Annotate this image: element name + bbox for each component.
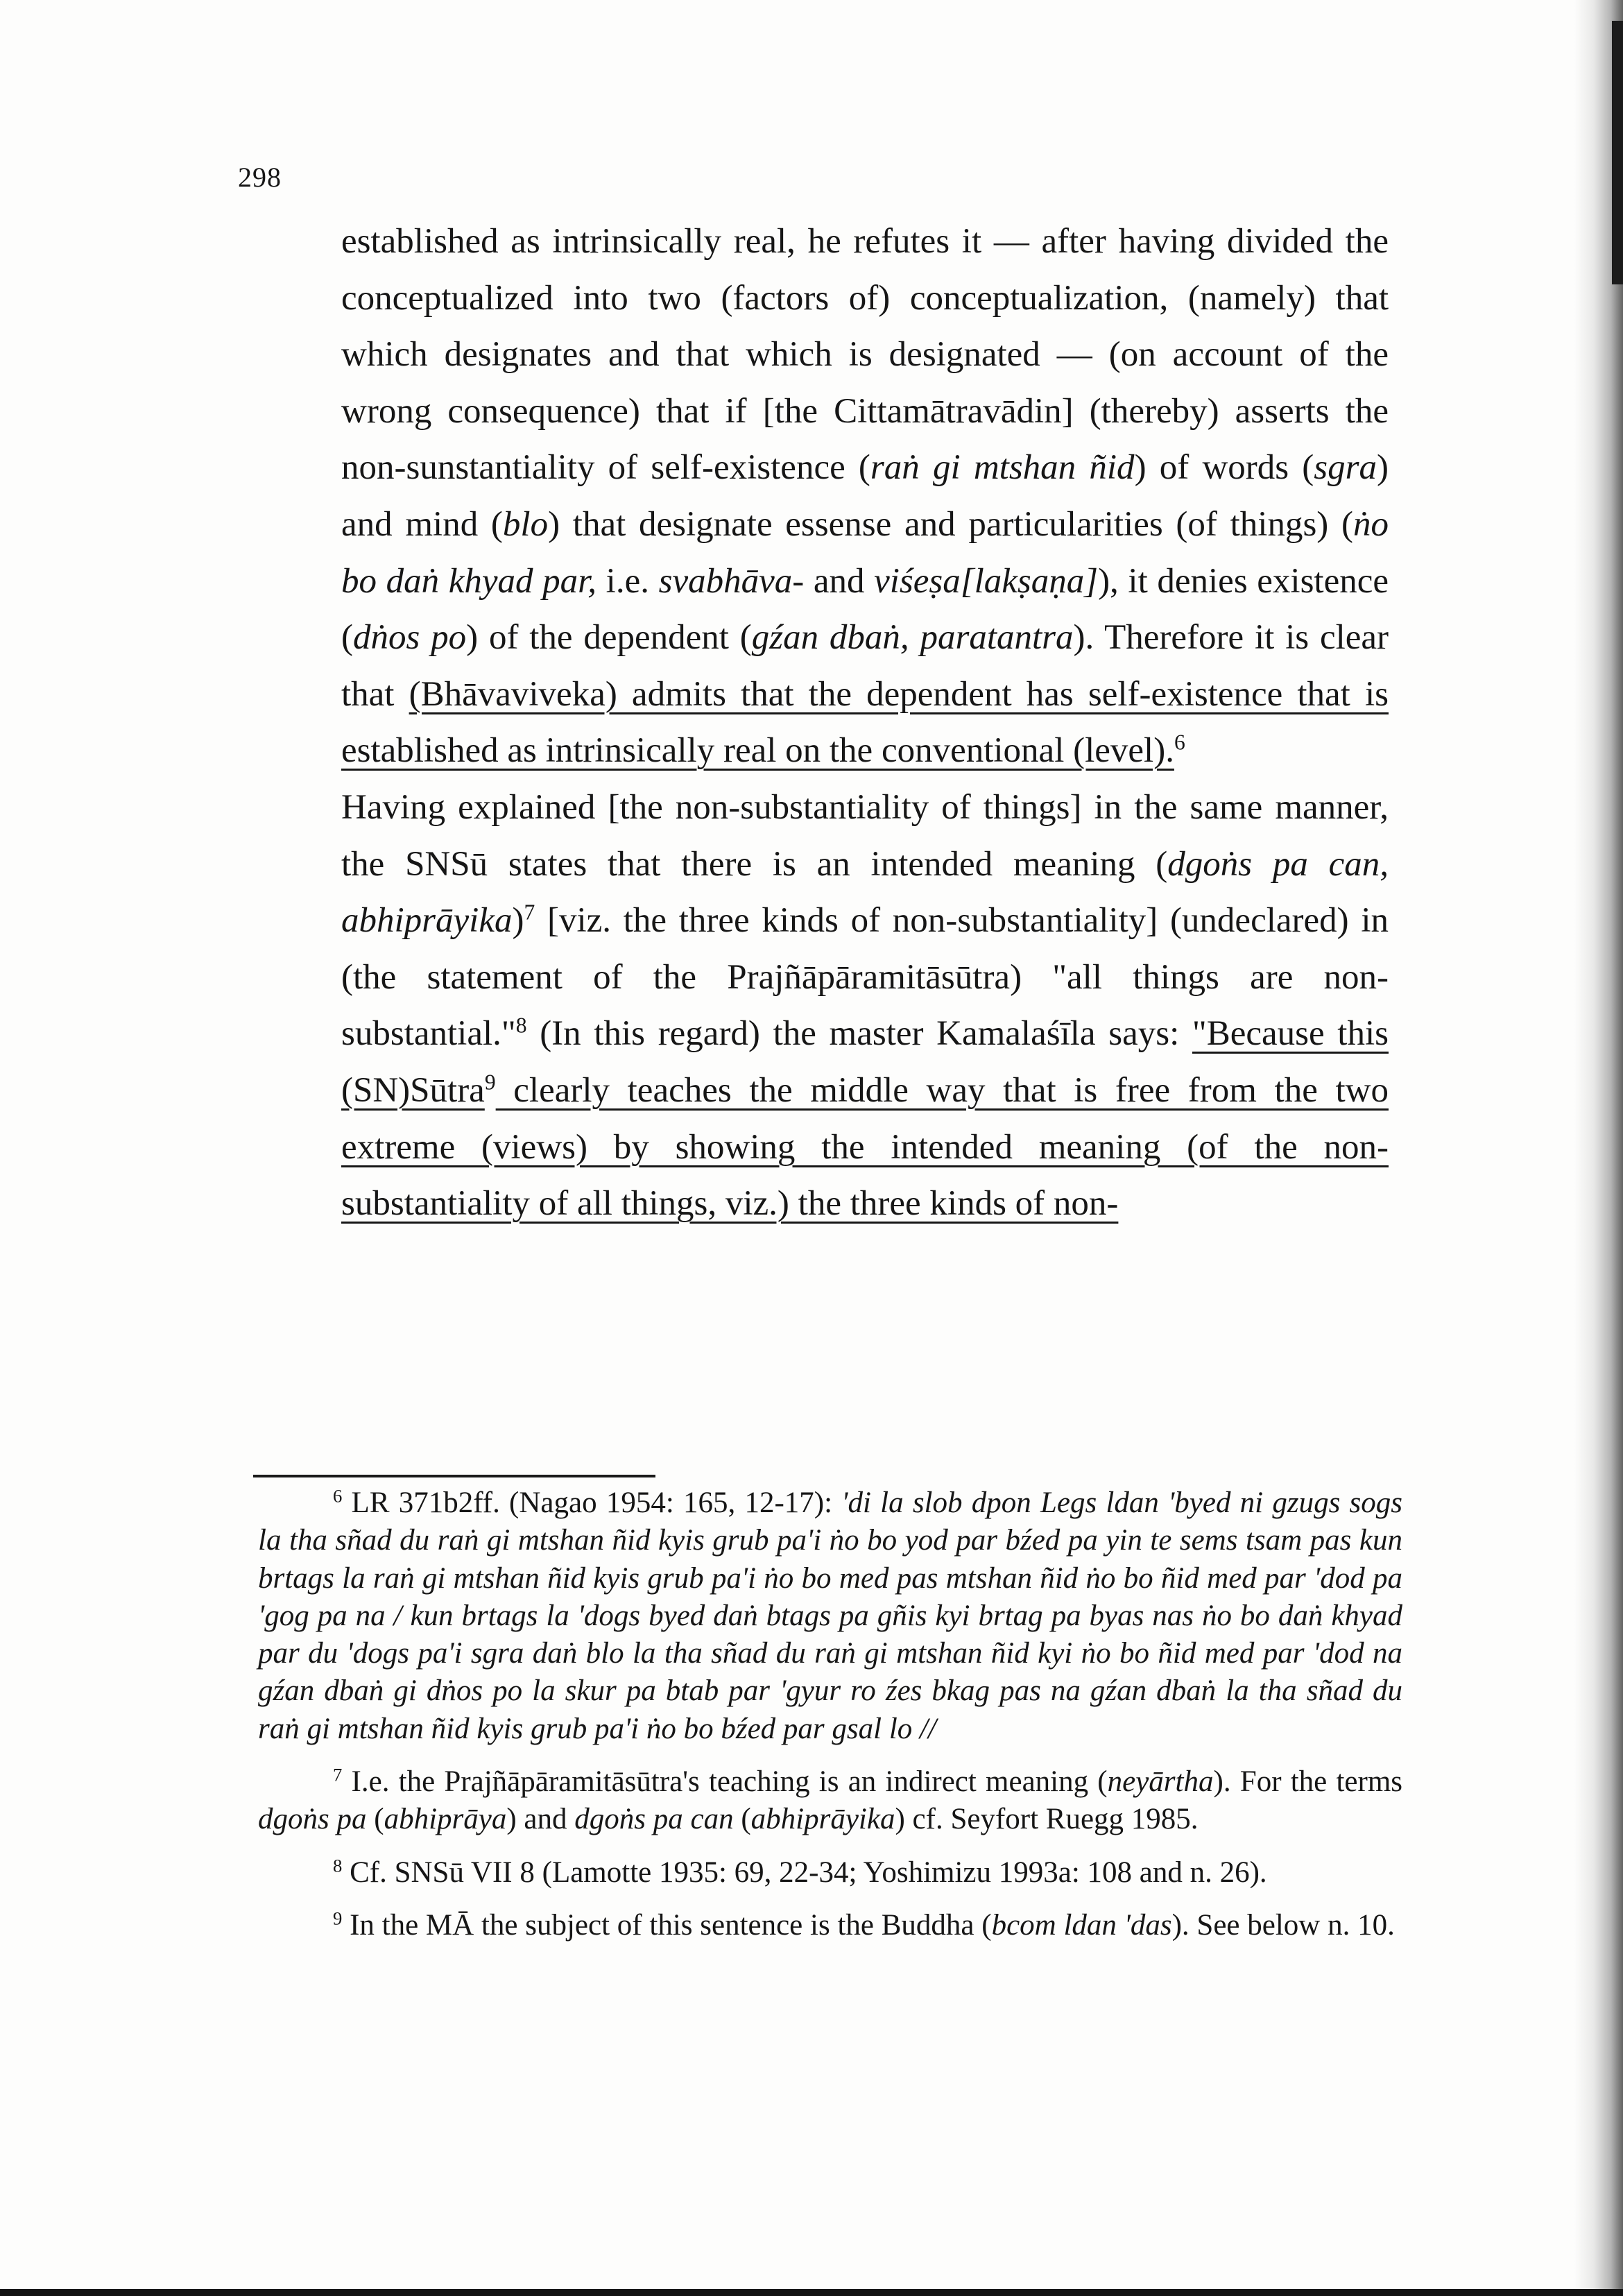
paragraph-1: established as intrinsically real, he refutes it — after having divided the conceptualized into two (factors of) conceptualization, (namely) that which designates and that which is designated — (on account of the wrong consequence) that if [the Cittamātravādin] (thereby) asserts the non-sunstantiality of self-existence (raṅ gi mtshan ñid) of words (sgra) and mind (blo) that designate essense and particularities (of things) (ṅo bo daṅ khyad par, i.e. svabhāva- and viśeṣa[lakṣaṇa]), it denies existence (dṅos po) of the dependent (gźan dbaṅ, paratantra). Therefore it is clear that (Bhāvaviveka) admits that the dependent has self-existence that is established as intrinsically real on the conventional (level).$^6$ (341, 222, 1389, 771)
scan-edge-mark (1612, 21, 1623, 284)
scan-bottom-edge (0, 2289, 1623, 2296)
footnote-separator (253, 1475, 655, 1477)
underlined-quote-continued: clearly teaches the middle way that is free from the two extreme (views) by showing the intended meaning (of the non-substantiality of all things, viz.) the three kinds of non- (341, 1070, 1389, 1224)
scan-edge-shadow (1574, 0, 1623, 2289)
underlined-quote-start: "Because this (SN)Sūtra (341, 1014, 1389, 1110)
footnote-ref-7[interactable]: 7 (524, 900, 535, 925)
footnote-7: $^7$ I.e. the Prajñāpāramitāsūtra's teaching is an indirect meaning (neyārtha). For the terms dgoṅs pa (abhiprāya) and dgoṅs pa can (abhiprāyika) cf. Seyfort Ruegg 1985. (258, 1764, 1403, 1836)
footnote-8: $^8$ Cf. SNSū VII 8 (Lamotte 1935: 69, 22-34; Yoshimizu 1993a: 108 and n. 26). (333, 1855, 1267, 1889)
footnote-ref-8[interactable]: 8 (515, 1013, 527, 1038)
footnote-9: $^9$ In the MĀ the subject of this sentence is the Buddha (bcom ldan 'das). See below n. 10. (333, 1908, 1395, 1942)
page-number: 298 (238, 162, 282, 193)
footnote-ref-9[interactable]: 9 (484, 1070, 496, 1095)
footnote-6: $^6$ LR 371b2ff. (Nagao 1954: 165, 12-17): 'di la slob dpon Legs ldan 'byed ni gzugs sogs la tha sñad du raṅ gi mtshan ñid kyis grub pa'i ṅo bo yod par bźed pa yin te sems tsam pas kun brtags la raṅ gi mtshan ñid kyis grub pa'i ṅo bo med pas mtshan ñid ṅo bo ñid med par 'dod pa 'gog pa na / kun brtags la 'dogs byed daṅ btags pa gñis kyi brtag pa byas nas ṅo bo daṅ khyad par du 'dogs pa'i sgra daṅ blo la tha sñad du raṅ gi mtshan ñid kyi ṅo bo ñid med par 'dod na gźan dbaṅ gi dṅos po la skur pa btab par 'gyur ro źes bkag pas na gźan dbaṅ la tha sñad du raṅ gi mtshan ñid kyis grub pa'i ṅo bo bźed par gsal lo // (258, 1485, 1402, 1745)
footnotes (258, 1484, 1402, 1960)
paragraph-2: Having explained [the non-substantiality of things] in the same manner, the SNSū states that there is an intended meaning (dgoṅs pa can, abhiprāyika)$^7$ [viz. the three kinds of non-substantiality] (undeclared) in (the statement of the Prajñāpāramitāsūtra) "all things are non-substantial."$^8$ (In this regard) the master Kamalaśīla says: "Because this (SN)Sūtra$^9$ clearly teaches the middle way that is free from the two extreme (views) by showing the intended meaning (of the non-substantiality of all things, viz.) the three kinds of non- (341, 787, 1389, 1224)
underlined-passage-1: (Bhāvaviveka) admits that the dependent has self-existence that is established as intrinsically real on the conventional (level). (341, 674, 1389, 771)
main-text (341, 214, 1389, 1233)
footnote-ref-6[interactable]: 6 (1174, 730, 1185, 755)
